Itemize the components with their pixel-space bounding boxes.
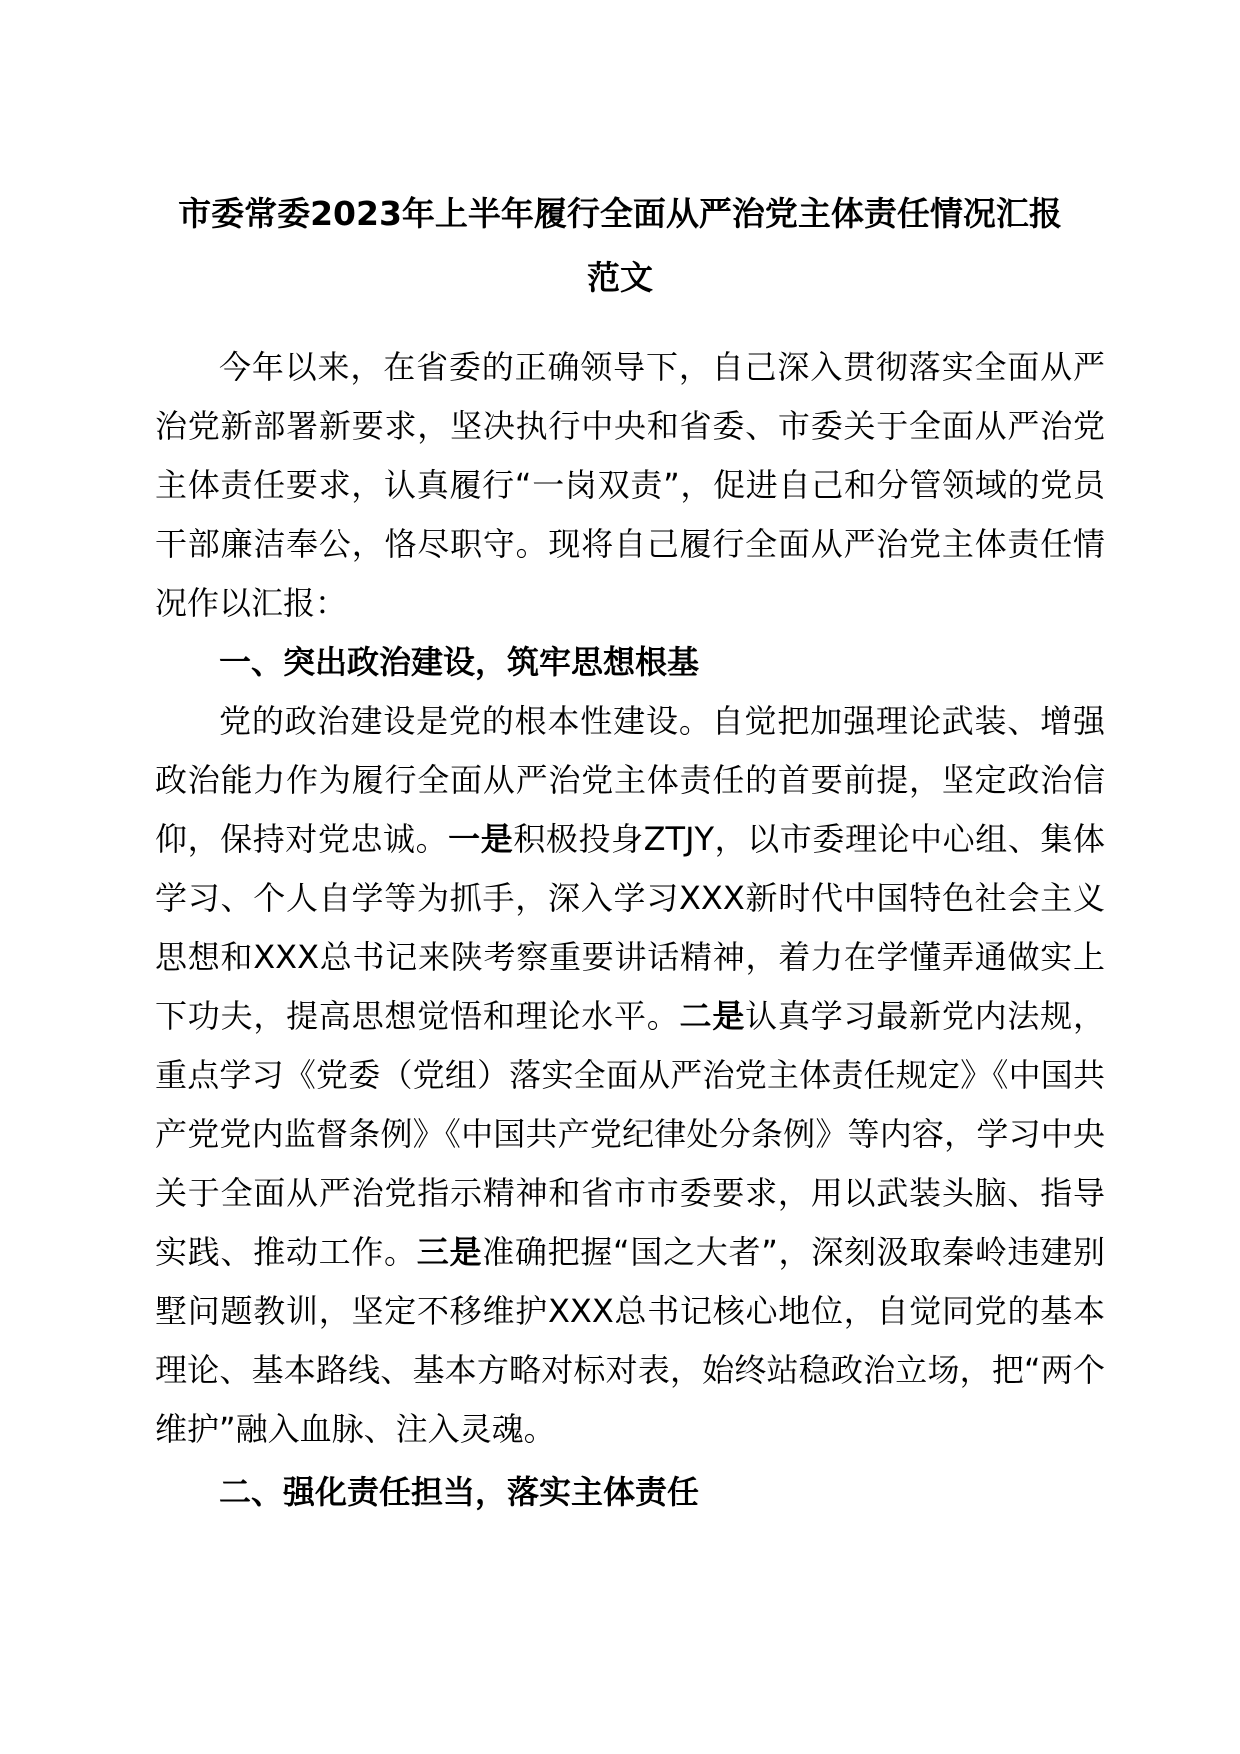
point-text-3: 准确把握“国之大者”，深刻汲取秦岭违建别墅问题教训，坚定不移维护XXX总书记核心地位，自觉同党的基本理论、基本路线、基本方略对标对表，始终站稳政治立场，把“两个维护”融入血脉、注入灵魂。	[155, 1233, 1105, 1448]
point-marker-2: 二是	[679, 997, 746, 1035]
section-1-lead: 党的政治建设是党的根本性建设。自觉把加强理论武装、增强政治能力作为履行全面从严治党主体责任的首要前提，坚定政治信仰，保持对党忠诚。	[155, 702, 1105, 858]
document-body	[155, 338, 1105, 1522]
title-line-1: 市委常委2023年上半年履行全面从严治党主体责任情况汇报	[178, 194, 1062, 233]
point-text-2: 认真学习最新党内法规，重点学习《党委（党组）落实全面从严治党主体责任规定》《中国共产党党内监督条例》《中国共产党纪律处分条例》等内容，学习中央关于全面从严治党指示精神和省市市委要求，用以武装头脑、指导实践、推动工作。	[155, 997, 1105, 1271]
point-marker-1: 一是	[448, 820, 514, 858]
section-1-paragraph	[155, 692, 1105, 1459]
title-line-2: 范文	[587, 258, 653, 297]
point-marker-3: 三是	[416, 1233, 483, 1271]
document-title	[140, 182, 1100, 310]
point-text-1: 积极投身ZTJY，以市委理论中心组、集体学习、个人自学等为抓手，深入学习XXX新时代中国特色社会主义思想和XXX总书记来陕考察重要讲话精神，着力在学懂弄通做实上下功夫，提高思想觉悟和理论水平。	[155, 820, 1105, 1035]
intro-paragraph: 今年以来，在省委的正确领导下，自己深入贯彻落实全面从严治党新部署新要求，坚决执行中央和省委、市委关于全面从严治党主体责任要求，认真履行“一岗双责”，促进自己和分管领域的党员干部廉洁奉公，恪尽职守。现将自己履行全面从严治党主体责任情况作以汇报：	[155, 348, 1105, 622]
section-2-heading: 二、强化责任担当，落实主体责任	[219, 1473, 700, 1511]
section-1-heading: 一、突出政治建设，筑牢思想根基	[219, 643, 700, 681]
